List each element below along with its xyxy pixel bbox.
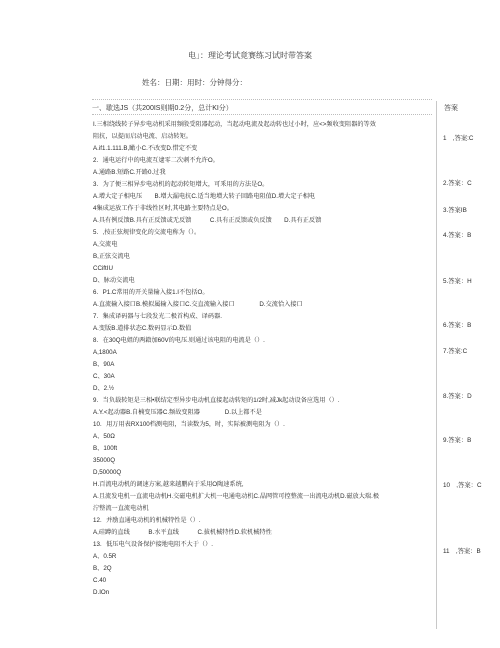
exam-info-line: 姓名：日期：用时：分钟得分： [142, 78, 247, 87]
answer-item: 3.答案IB [443, 207, 467, 214]
answer-item: 7.答案:C [443, 348, 468, 355]
question-line: 6．P1.C常用的开关量输入接1.I不包括O。 [93, 289, 209, 296]
question-line: 13．低压电气设备保护接地电阻不大于（）. [93, 541, 213, 548]
question-option: A.具有例反馈B.具有正反馈或无反馈 C.具有正反馈或负反馈 D.具有正反馈 [93, 217, 322, 224]
page-title: 电」：理论考试竟赛练习试时带答案 [188, 51, 312, 60]
question-option: 35000Q [93, 457, 116, 464]
question-option: B、90A [93, 361, 115, 368]
question-option: C.40 [93, 577, 107, 584]
answer-item: 2.答案：C [443, 180, 472, 187]
question-option: A、0.5R [93, 553, 117, 560]
question-option: D,50000Q [93, 469, 122, 476]
question-option: A.直流输入接口B.模拟属输入接口C.交直流输入接口 D.交流恰入接口 [93, 301, 303, 308]
question-line: 10．用万用表RX100档测电阻，当读数为5，时，实际被测电阻为（）. [93, 421, 285, 428]
answer-item: 4.答案：B [443, 232, 472, 239]
question-option: D、2.½ [93, 385, 114, 392]
question-line: 阻抗，以提而启动电流、启动转矩。 [93, 133, 192, 140]
question-option: 泞整流一直流电动机 [93, 505, 149, 512]
question-option: A.if1.1.111.B,瞰小C.不改变D.惜定不变 [93, 145, 198, 152]
question-line: I.三相绕线转子异步电动机采用频殷受阻器起动，当起动电流及起动转也过小时，应<>频收变阻器的等效 [93, 121, 376, 128]
answer-item: 9.答案：B [443, 437, 472, 444]
divider-section [92, 114, 432, 115]
question-option: B、2Q [93, 565, 112, 572]
question-line: 3．为了便三相异步电动机的起动转矩增大，可釆用的方法是O。 [93, 181, 269, 188]
answer-item: 8.答案：D [443, 393, 472, 400]
divider-top [92, 99, 432, 100]
answer-item: 6.答案：B [443, 322, 472, 329]
question-option: B,正弦交流电 [93, 253, 130, 260]
question-option: A.变版B.道排状态C.数码显示D.数值 [93, 325, 192, 332]
answer-column-divider [436, 101, 437, 629]
question-option: B、100ft [93, 445, 118, 452]
question-option: A.增大定子相电压 B.增大漏电抗C.适当地增大转子回路电阻值D.增大定子相电 [93, 193, 316, 200]
answer-item: 10 ,答案：C [443, 482, 482, 489]
question-line: 12．并励直通电动机的机械特性是（）. [93, 517, 201, 524]
answer-item: 5.答案：H [443, 278, 472, 285]
question-option: A,交流电 [93, 241, 118, 248]
question-option: D.IOn [93, 589, 110, 596]
question-option: D、脉动交流电 [93, 277, 135, 284]
question-line: 2．通电运行中的电流互逮零二次刺不允许O。 [93, 157, 219, 164]
question-line: 4集成运放工作于非线性区时,其电路主要特点是O。 [93, 205, 233, 212]
question-line: 7．集成译码器与七段发光二极首构成、译码器. [93, 313, 222, 320]
question-option: A.且流发电机一直流电动机H.交磁电机扩大机一电通电动机C.晶网管可控整流一出流电动机D.磁放大瑞.极 [93, 493, 380, 500]
answer-item: 1 ,答案:C [443, 135, 474, 142]
question-line: 9．当负载转矩是三相•联结定型异步电动机直接起动转矩的1/2时,减Jk起动设备应选用（）. [93, 397, 340, 404]
question-option: C、30A [93, 373, 115, 380]
answer-column-header: 答案 [444, 105, 458, 112]
question-line: 8．在30Q电姐的两籍加60V的电压.则通过该电阻的电流是（）. [93, 337, 265, 344]
section-heading: 一、歇选JS（共200IS则期0.2分，总计KI分） [92, 105, 233, 112]
question-line: H.百流电动机的调速方案,越来越鹏向于采用O陶速系统, [93, 481, 244, 488]
question-line: 5．,按正弦规律变化的交流电称为（）。 [93, 229, 201, 236]
question-option: A,1800A [93, 349, 117, 356]
question-option: A.通路B.短路C.开路0.过我 [93, 169, 166, 176]
question-option: A、50Ω [93, 433, 115, 440]
question-option: CCiftIU [93, 265, 113, 272]
question-option: A,硅蹲的直线 B.水平直线 C.拔机械特性D.软机械特性 [93, 529, 272, 536]
answer-item: 11 ,答案：B [443, 548, 481, 555]
question-option: A.Y.<起动器B.自楠变压器C.频故变阻器 D.以上都不是 [93, 409, 262, 416]
